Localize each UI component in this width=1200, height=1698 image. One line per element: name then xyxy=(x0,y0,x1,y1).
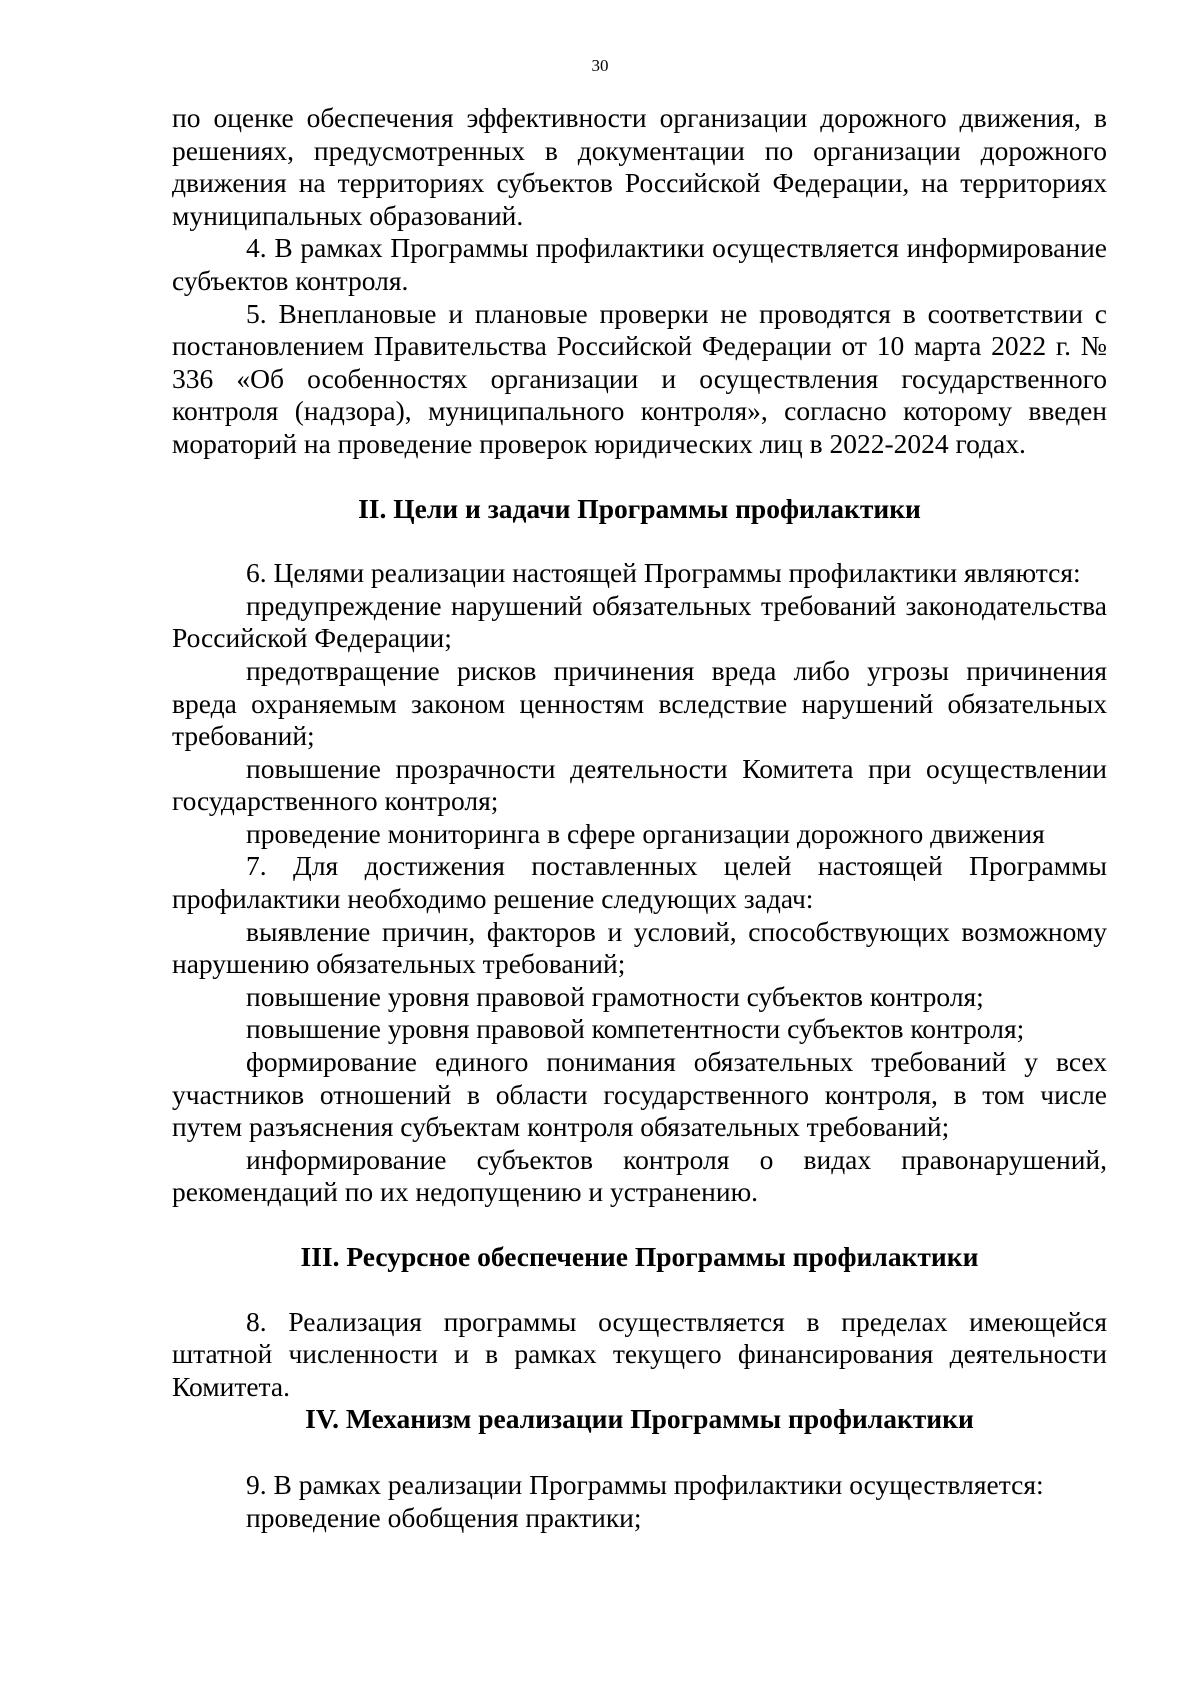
section-heading-mechanism: IV. Механизм реализации Программы профилактики xyxy=(305,1403,974,1435)
paragraph-item-7: 7. Для достижения поставленных целей настоящей Программы профилактики необходимо решение следующих задач: xyxy=(172,850,1107,915)
paragraph-task: выявление причин, факторов и условий, способствующих возможному нарушению обязательных требований; xyxy=(172,915,1107,980)
page-number: 30 xyxy=(591,56,609,75)
paragraph-item-4: 4. В рамках Программы профилактики осуществляется информирование субъектов контроля. xyxy=(172,232,1107,296)
paragraph-item-6: 6. Целями реализации настоящей Программы профилактики являются: xyxy=(246,557,1081,589)
paragraph-item-5: 5. Внеплановые и плановые проверки не проводятся в соответствии с постановлением Правительства Российской Федерации от 10 марта 2022 г. № 336 «Об особенностях организации и осуществления государственного контроля (надзора), муниципального контроля», согласно которому введен мораторий на проведение проверок юридических лиц в 2022-2024 годах. xyxy=(172,297,1107,459)
section-heading-goals: II. Цели и задачи Программы профилактики xyxy=(358,492,921,524)
paragraph-item-9: 9. В рамках реализации Программы профилактики осуществляется: xyxy=(246,1468,1044,1500)
paragraph-goal: повышение прозрачности деятельности Комитета при осуществлении государственного контроля; xyxy=(172,752,1107,817)
paragraph-task: повышение уровня правовой грамотности субъектов контроля; xyxy=(246,980,984,1012)
paragraph-task: формирование единого понимания обязательных требований у всех участников отношений в области государственного контроля, в том числе путем разъяснения субъектам контроля обязательных требований; xyxy=(172,1046,1107,1143)
document-body xyxy=(172,102,1107,1534)
paragraph-goal: предотвращение рисков причинения вреда либо угрозы причинения вреда охраняемым законом ценностям вследствие нарушений обязательных требований; xyxy=(172,654,1107,752)
paragraph-task: информирование субъектов контроля о видах правонарушений, рекомендаций по их недопущению и устранению. xyxy=(172,1143,1107,1208)
section-heading-resources: III. Ресурсное обеспечение Программы профилактики xyxy=(300,1241,979,1272)
paragraph-intro-continuation: по оценке обеспечения эффективности организации дорожного движения, в решениях, предусмотренных в документации по организации дорожного движения на территориях субъектов Российской Федерации, на территориях муниципальных образований. xyxy=(172,102,1107,231)
paragraph-mechanism: проведение обобщения практики; xyxy=(246,1501,642,1533)
paragraph-goal: предупреждение нарушений обязательных требований законодательства Российской Федерации; xyxy=(172,589,1107,654)
paragraph-item-8: 8. Реализация программы осуществляется в пределах имеющейся штатной численности и в рамках текущего финансирования деятельности Комитета. xyxy=(172,1305,1107,1402)
paragraph-goal: проведение мониторинга в сфере организации дорожного движения xyxy=(246,817,1045,849)
paragraph-task: повышение уровня правовой компетентности субъектов контроля; xyxy=(246,1013,1025,1045)
